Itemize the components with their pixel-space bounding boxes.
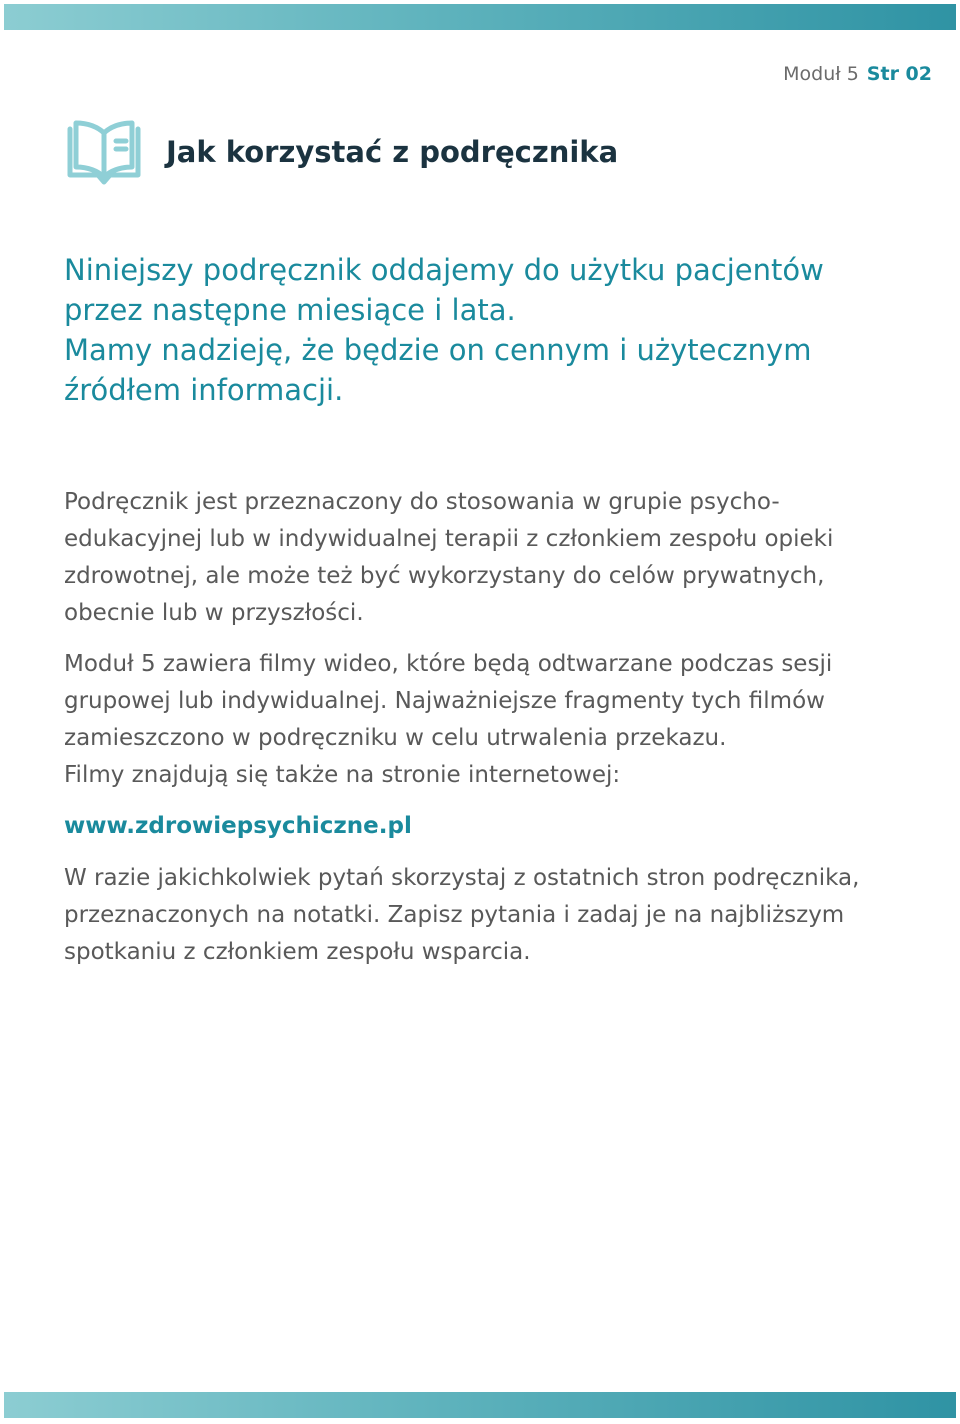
paragraph-line: grupowej lub indywidualnej. Najważniejsze fragmenty tych filmów — [64, 688, 825, 714]
intro-line: źródłem informacji. — [64, 373, 344, 407]
page-indicator — [783, 63, 932, 85]
section-header — [64, 116, 618, 188]
paragraph-line: Podręcznik jest przeznaczony do stosowania w grupie psycho- — [64, 489, 780, 515]
page-title: Jak korzystać z podręcznika — [166, 135, 619, 169]
intro-line: Mamy nadzieję, że będzie on cennym i użytecznym — [64, 333, 812, 367]
paragraph-videos — [64, 646, 944, 794]
paragraph-questions — [64, 860, 944, 971]
website-link[interactable]: www.zdrowiepsychiczne.pl — [64, 813, 412, 839]
intro-line: Niniejszy podręcznik oddajemy do użytku pacjentów — [64, 253, 824, 287]
module-label: Moduł 5 — [783, 63, 859, 85]
paragraph-line: spotkaniu z członkiem zespołu wsparcia. — [64, 939, 531, 965]
bottom-decorative-bar — [4, 1392, 956, 1418]
paragraph-line: zdrowotnej, ale może też być wykorzystany do celów prywatnych, — [64, 563, 825, 589]
top-decorative-bar — [4, 4, 956, 30]
page-number: Str 02 — [866, 63, 932, 85]
paragraph-line: W razie jakichkolwiek pytań skorzystaj z ostatnich stron podręcznika, — [64, 865, 860, 891]
paragraph-line: przeznaczonych na notatki. Zapisz pytania i zadaj je na najbliższym — [64, 902, 845, 928]
paragraph-line: Moduł 5 zawiera filmy wideo, które będą odtwarzane podczas sesji — [64, 651, 833, 677]
paragraph-line: obecnie lub w przyszłości. — [64, 600, 364, 626]
paragraph-line: edukacyjnej lub w indywidualnej terapii z członkiem zespołu opieki — [64, 526, 834, 552]
intro-line: przez następne miesiące i lata. — [64, 293, 516, 327]
intro-text — [64, 250, 924, 410]
open-book-icon — [64, 117, 144, 187]
paragraph-line: zamieszczono w podręczniku w celu utrwalenia przekazu. — [64, 725, 727, 751]
paragraph-line: Filmy znajdują się także na stronie internetowej: — [64, 762, 621, 788]
paragraph-purpose — [64, 484, 944, 632]
